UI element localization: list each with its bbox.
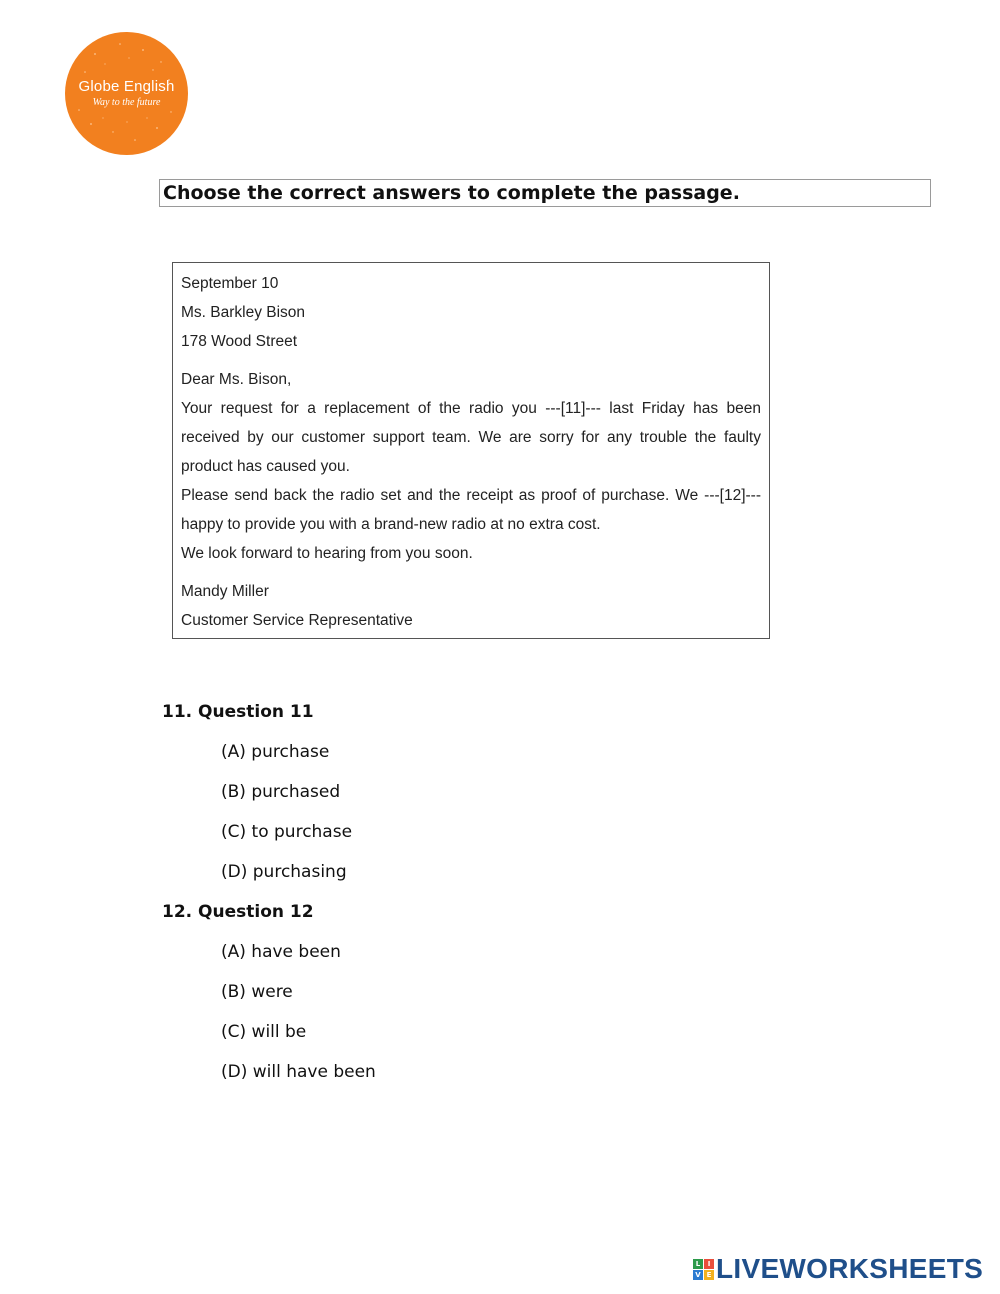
liveworksheets-brand [693, 1254, 983, 1284]
letter-paragraph-line: Please send back the radio set and the receipt as proof of purchase. We ---[12]--- [181, 487, 761, 504]
letter-signer-name: Mandy Miller [181, 583, 269, 600]
letter-paragraph-line: received by our customer support team. We are sorry for any trouble the faulty [181, 429, 761, 446]
letter-paragraph-line: product has caused you. [181, 458, 350, 475]
question-11-option-a[interactable]: (A) purchase [221, 742, 330, 762]
letter-date: September 10 [181, 275, 279, 292]
logo-name: Globe English [78, 78, 175, 95]
question-11-label: 11. Question 11 [162, 702, 314, 722]
question-12-option-a[interactable]: (A) have been [221, 942, 341, 962]
letter-passage [172, 262, 770, 639]
question-12-option-c[interactable]: (C) will be [221, 1022, 307, 1042]
letter-paragraph-line: We look forward to hearing from you soon. [181, 545, 473, 562]
letter-salutation: Dear Ms. Bison, [181, 371, 292, 388]
logo-block-l: L [693, 1259, 703, 1269]
globe-english-logo [65, 32, 188, 155]
liveworksheets-wordmark: LIVEWORKSHEETS [716, 1253, 984, 1284]
instruction-heading: Choose the correct answers to complete the passage. [159, 179, 931, 207]
letter-paragraph-line: happy to provide you with a brand-new radio at no extra cost. [181, 516, 601, 533]
logo-tagline: Way to the future [92, 97, 161, 108]
logo-block-e: E [704, 1270, 714, 1280]
question-12-label: 12. Question 12 [162, 902, 314, 922]
letter-recipient-address: 178 Wood Street [181, 333, 298, 350]
question-12-option-d[interactable]: (D) will have been [221, 1062, 376, 1082]
question-11-option-b[interactable]: (B) purchased [221, 782, 341, 802]
logo-block-i: I [704, 1259, 714, 1269]
question-11-option-c[interactable]: (C) to purchase [221, 822, 353, 842]
question-12-option-b[interactable]: (B) were [221, 982, 293, 1002]
letter-recipient-name: Ms. Barkley Bison [181, 304, 306, 321]
liveworksheets-logo-icon [693, 1259, 714, 1280]
letter-paragraph-line: Your request for a replacement of the radio you ---[11]--- last Friday has been [181, 400, 761, 417]
logo-block-v: V [693, 1270, 703, 1280]
question-11-option-d[interactable]: (D) purchasing [221, 862, 347, 882]
letter-signer-title: Customer Service Representative [181, 612, 413, 629]
